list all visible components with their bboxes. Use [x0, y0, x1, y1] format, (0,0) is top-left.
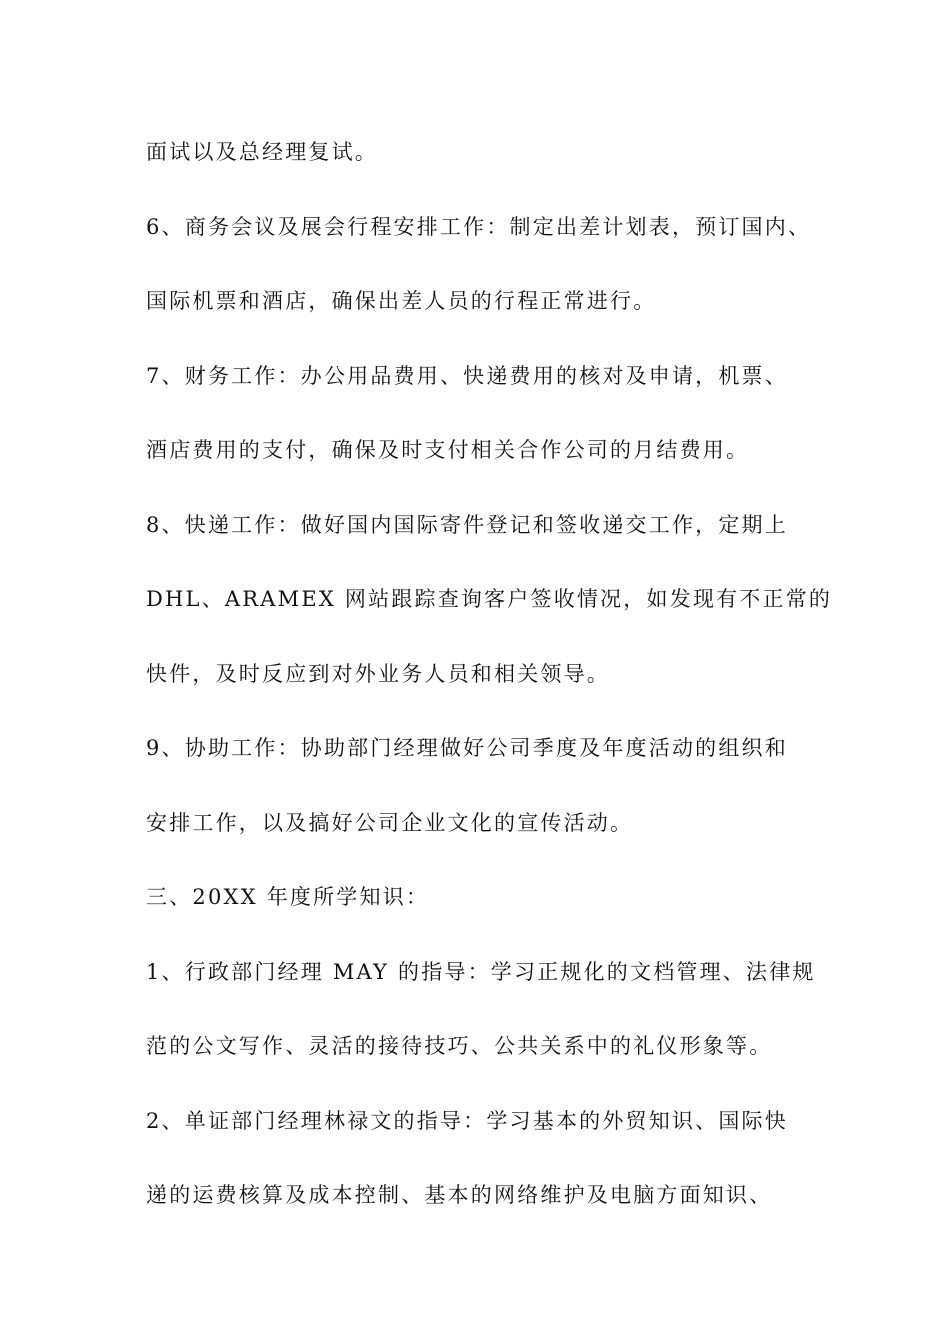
text-line: 6、商务会议及展会行程安排工作：制定出差计划表，预订国内、 [146, 215, 812, 239]
text-line: 递的运费核算及成本控制、基本的网络维护及电脑方面知识、 [146, 1183, 773, 1207]
text-line: 2、单证部门经理林禄文的指导：学习基本的外贸知识、国际快 [146, 1109, 788, 1133]
section-heading: 三、20XX 年度所学知识： [146, 885, 430, 909]
text-line: 9、协助工作：协助部门经理做好公司季度及年度活动的组织和 [146, 736, 788, 760]
text-line: 快件，及时反应到对外业务人员和相关领导。 [146, 662, 610, 686]
text-line: DHL、ARAMEX 网站跟踪查询客户签收情况，如发现有不正常的 [146, 587, 833, 611]
text-line: 面试以及总经理复试。 [146, 140, 378, 164]
text-line: 7、财务工作：办公用品费用、快递费用的核对及申请，机票、 [146, 364, 788, 388]
text-line: 安排工作，以及搞好公司企业文化的宣传活动。 [146, 811, 634, 835]
text-line: 范的公文写作、灵活的接待技巧、公共关系中的礼仪形象等。 [146, 1034, 773, 1058]
text-line: 酒店费用的支付，确保及时支付相关合作公司的月结费用。 [146, 438, 750, 462]
text-line: 8、快递工作：做好国内国际寄件登记和签收递交工作，定期上 [146, 513, 788, 537]
text-line: 国际机票和酒店，确保出差人员的行程正常进行。 [146, 289, 657, 313]
text-line: 1、行政部门经理 MAY 的指导：学习正规化的文档管理、法律规 [146, 960, 816, 984]
